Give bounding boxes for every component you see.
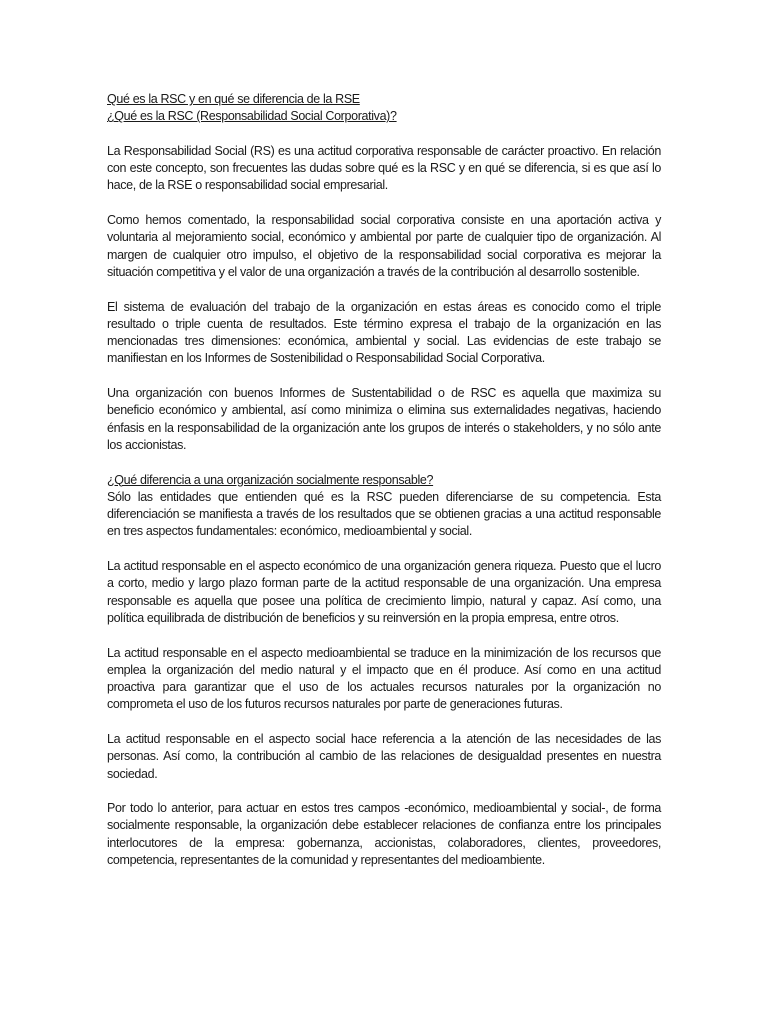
document-title: Qué es la RSC y en qué se diferencia de la RSE <box>107 92 360 106</box>
paragraph-1: La Responsabilidad Social (RS) es una actitud corporativa responsable de carácter proactivo. En relación con este concepto, son frecuentes las dudas sobre qué es la RSC y en qué se diferencia, si es que así lo hace, de la RSE o responsabilidad social empresarial. <box>107 143 661 193</box>
paragraph-4: Una organización con buenos Informes de Sustentabilidad o de RSC es aquella que maximiza su beneficio económico y ambiental, así como minimiza o elimina sus externalidades negativas, haciendo énfasis en la responsabilidad de la organización ante los grupos de interés o stakeholders, y no sólo ante los accionistas. <box>107 386 661 452</box>
paragraph-2: Como hemos comentado, la responsabilidad social corporativa consiste en una aportación activa y voluntaria al mejoramiento social, económico y ambiental por parte de cualquier tipo de organización. Al margen de cualquier otro impulso, el objetivo de la responsabilidad social corporativa es mejorar la situación competitiva y el valor de una organización a través de la contribución al desarrollo sostenible. <box>107 213 661 279</box>
paragraph-9: Por todo lo anterior, para actuar en estos tres campos -económico, medioambiental y social-, de forma socialmente responsable, la organización debe establecer relaciones de confianza entre los principales interlocutores de la empresa: gobernanza, accionistas, colaboradores, clientes, proveedores, competencia, representantes de la comunidad y representantes del medioambiente. <box>107 801 661 868</box>
paragraph-7: La actitud responsable en el aspecto medioambiental se traduce en la minimización de los recursos que emplea la organización del medio natural y el impacto que en él produce. Así como en una actitud proactiva para garantizar que el uso de los actuales recursos naturales por la organización no comprometa el uso de los futuros recursos naturales por parte de generaciones futuras. <box>107 645 661 712</box>
section-heading-what-is-rsc: ¿Qué es la RSC (Responsabilidad Social Corporativa)? <box>107 109 397 124</box>
paragraph-5: Sólo las entidades que entienden qué es la RSC pueden diferenciarse de su competencia. Esta diferenciación se manifiesta a través de los resultados que se obtienen gracias a una actitud responsable en tres aspectos fundamentales: económico, medioambiental y social. <box>107 489 661 539</box>
section-heading-differences: ¿Qué diferencia a una organización socialmente responsable? <box>107 472 434 487</box>
paragraph-8: La actitud responsable en el aspecto social hace referencia a la atención de las necesidades de las personas. Así como, la contribución al cambio de las relaciones de desigualdad presentes en nuestra sociedad. <box>107 731 661 781</box>
paragraph-3: El sistema de evaluación del trabajo de la organización en estas áreas es conocido como el triple resultado o triple cuenta de resultados. Este término expresa el trabajo de la organización en las mencionadas tres dimensiones: económica, ambiental y social. Las evidencias de este trabajo se manifiestan en los Informes de Sostenibilidad o Responsabilidad Social Corporativa. <box>107 299 661 366</box>
paragraph-6: La actitud responsable en el aspecto económico de una organización genera riqueza. Puesto que el lucro a corto, medio y largo plazo forman parte de la actitud responsable de una organización. Una empresa responsable es aquella que posee una política de crecimiento limpio, natural y capaz. Así como, una política equilibrada de distribución de beneficios y su reinversión en la propia empresa, entre otros. <box>107 559 661 625</box>
document-page <box>107 91 661 887</box>
